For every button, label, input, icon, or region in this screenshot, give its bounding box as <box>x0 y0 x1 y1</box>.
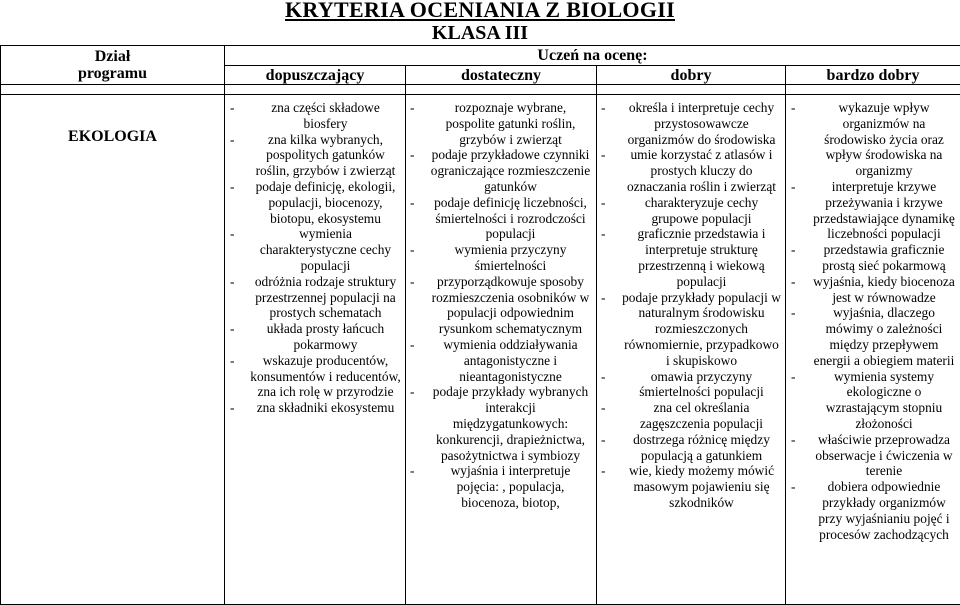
criterion-text: wymienia przyczyny śmiertelności <box>429 242 592 274</box>
spacer-cell <box>786 85 960 95</box>
bullet-dash: - <box>601 147 605 163</box>
column-dostateczny <box>406 95 597 605</box>
criterion-item <box>406 274 592 337</box>
criterion-item <box>225 179 401 226</box>
criterion-item <box>786 305 956 368</box>
bullet-dash: - <box>791 242 795 258</box>
criterion-text: wymienia systemy ekologiczne o wzrastającym stopniu złożoności <box>812 369 956 432</box>
bullet-dash: - <box>601 290 605 306</box>
criterion-item <box>406 463 592 510</box>
bullet-dash: - <box>601 432 605 448</box>
criterion-item <box>786 100 956 179</box>
criterion-text: przedstawia graficznie prostą sieć pokarmową <box>812 242 956 274</box>
criterion-item <box>786 432 956 479</box>
bullet-dash: - <box>410 384 414 400</box>
criterion-item <box>597 147 781 194</box>
criterion-text: omawia przyczyny śmiertelności populacji <box>622 369 781 401</box>
criterion-item <box>225 274 401 321</box>
criterion-item <box>786 242 956 274</box>
column-dobry <box>597 95 786 605</box>
criterion-text: wyjaśnia, kiedy biocenoza jest w równowadze <box>812 274 956 306</box>
criterion-item <box>225 132 401 179</box>
criterion-item <box>225 226 401 273</box>
bullet-dash: - <box>230 100 234 116</box>
criterion-text: interpretuje krzywe przeżywania i krzywe przedstawiające dynamikę liczebności populacji <box>812 179 956 242</box>
header-dzial-line2: programu <box>1 65 224 82</box>
bullet-dash: - <box>230 274 234 290</box>
criterion-text: zna części składowe biosfery <box>250 100 401 132</box>
criterion-text: podaje definicję, ekologii, populacji, biocenozy, biotopu, ekosystemu <box>250 179 401 226</box>
bullet-dash: - <box>410 463 414 479</box>
header-dzial-line1: Dział <box>1 48 224 65</box>
criterion-text: wymienia charakterystyczne cechy populacji <box>250 226 401 273</box>
section-ekologia: EKOLOGIA <box>1 95 225 605</box>
criterion-text: zna kilka wybranych, pospolitych gatunków roślin, grzybów i zwierząt <box>250 132 401 179</box>
criterion-item <box>406 242 592 274</box>
criterion-item <box>597 100 781 147</box>
spacer-cell <box>1 85 225 95</box>
spacer-cell <box>225 85 406 95</box>
bullet-dash: - <box>230 400 234 416</box>
criterion-text: wyjaśnia, dlaczego mówimy o zależności między przepływem energii a obiegiem materii <box>812 305 956 368</box>
bullet-dash: - <box>601 100 605 116</box>
criteria-table <box>0 45 960 605</box>
criterion-item <box>786 479 956 542</box>
grade-dostateczny: dostateczny <box>406 66 597 85</box>
criterion-text: wskazuje producentów, konsumentów i reducentów, zna ich rolę w przyrodzie <box>250 353 401 400</box>
criterion-text: wykazuje wpływ organizmów na środowisko życia oraz wpływ środowiska na organizmy <box>812 100 956 179</box>
bullet-dash: - <box>230 321 234 337</box>
document-subtitle: KLASA III <box>0 22 960 45</box>
bullet-dash: - <box>410 100 414 116</box>
criteria-list <box>786 95 960 542</box>
criterion-item <box>225 353 401 400</box>
column-bardzo-dobry <box>786 95 960 605</box>
bullet-dash: - <box>410 274 414 290</box>
header-dzial-programu <box>1 46 225 85</box>
criterion-text: przyporządkowuje sposoby rozmieszczenia osobników w populacji odpowiednim rysunkom schematycznym <box>429 274 592 337</box>
bullet-dash: - <box>601 195 605 211</box>
criterion-item <box>786 179 956 242</box>
criteria-list <box>406 95 596 511</box>
bullet-dash: - <box>791 369 795 385</box>
criterion-text: odróżnia rodzaje struktury przestrzennej populacji na prostych schematach <box>250 274 401 321</box>
bullet-dash: - <box>791 305 795 321</box>
bullet-dash: - <box>230 132 234 148</box>
bullet-dash: - <box>410 337 414 353</box>
criterion-item <box>786 369 956 432</box>
criterion-text: dobiera odpowiednie przykłady organizmów przy wyjaśnianiu pojęć i procesów zachodzących <box>812 479 956 542</box>
criterion-text: układa prosty łańcuch pokarmowy <box>250 321 401 353</box>
criterion-item <box>406 384 592 463</box>
criteria-list <box>597 95 785 511</box>
criterion-item <box>597 463 781 510</box>
header-uczen-na-ocene: Uczeń na ocenę: <box>225 46 960 66</box>
criterion-item <box>597 290 781 369</box>
bullet-dash: - <box>601 400 605 416</box>
grade-dobry: dobry <box>597 66 786 85</box>
criterion-item <box>597 400 781 432</box>
bullet-dash: - <box>410 195 414 211</box>
criterion-text: umie korzystać z atlasów i prostych kluczy do oznaczania roślin i zwierząt <box>622 147 781 194</box>
criterion-text: wyjaśnia i interpretuje pojęcia: , populacja, biocenoza, biotop, <box>429 463 592 510</box>
bullet-dash: - <box>410 147 414 163</box>
criterion-item <box>597 369 781 401</box>
criterion-text: właściwie przeprowadza obserwacje i ćwiczenia w terenie <box>812 432 956 479</box>
criterion-text: rozpoznaje wybrane, pospolite gatunki roślin, grzybów i zwierząt <box>429 100 592 147</box>
criterion-item <box>225 100 401 132</box>
bullet-dash: - <box>601 369 605 385</box>
bullet-dash: - <box>791 432 795 448</box>
bullet-dash: - <box>601 226 605 242</box>
criterion-text: określa i interpretuje cechy przystosowawcze organizmów do środowiska <box>622 100 781 147</box>
bullet-dash: - <box>791 179 795 195</box>
grade-bardzo-dobry: bardzo dobry <box>786 66 960 85</box>
bullet-dash: - <box>601 463 605 479</box>
criterion-item <box>597 432 781 464</box>
criterion-text: podaje przykłady populacji w naturalnym środowisku rozmieszczonych równomiernie, przypadkowo i skupiskowo <box>622 290 781 369</box>
criterion-item <box>406 147 592 194</box>
criterion-text: charakteryzuje cechy grupowe populacji <box>622 195 781 227</box>
document-title: KRYTERIA OCENIANIA Z BIOLOGII <box>0 0 960 23</box>
criterion-text: zna cel określania zagęszczenia populacji <box>622 400 781 432</box>
criterion-item <box>786 274 956 306</box>
criterion-item <box>597 195 781 227</box>
bullet-dash: - <box>791 274 795 290</box>
bullet-dash: - <box>230 353 234 369</box>
criterion-item <box>406 100 592 147</box>
bullet-dash: - <box>410 242 414 258</box>
grade-dopuszczajacy: dopuszczający <box>225 66 406 85</box>
criterion-text: podaje przykładowe czynniki ograniczające rozmieszczenie gatunków <box>429 147 592 194</box>
bullet-dash: - <box>791 479 795 495</box>
criterion-item <box>225 400 401 416</box>
criterion-item <box>225 321 401 353</box>
spacer-cell <box>597 85 786 95</box>
bullet-dash: - <box>230 226 234 242</box>
bullet-dash: - <box>230 179 234 195</box>
criterion-text: wymienia oddziaływania antagonistyczne i nieantagonistyczne <box>429 337 592 384</box>
criterion-item <box>597 226 781 289</box>
criterion-text: podaje przykłady wybranych interakcji międzygatunkowych: konkurencji, drapieżnictwa, pasożytnictwa i symbiozy <box>429 384 592 463</box>
criterion-text: dostrzega różnicę między populacją a gatunkiem <box>622 432 781 464</box>
criterion-text: graficznie przedstawia i interpretuje strukturę przestrzenną i wiekową populacji <box>622 226 781 289</box>
criterion-item <box>406 337 592 384</box>
criterion-text: zna składniki ekosystemu <box>250 400 401 416</box>
criteria-list <box>225 95 405 416</box>
criterion-text: podaje definicję liczebności, śmiertelności i rozrodczości populacji <box>429 195 592 242</box>
bullet-dash: - <box>791 100 795 116</box>
criterion-text: wie, kiedy możemy mówić masowym pojawieniu się szkodników <box>622 463 781 510</box>
column-dopuszczajacy <box>225 95 406 605</box>
criterion-item <box>406 195 592 242</box>
spacer-cell <box>406 85 597 95</box>
